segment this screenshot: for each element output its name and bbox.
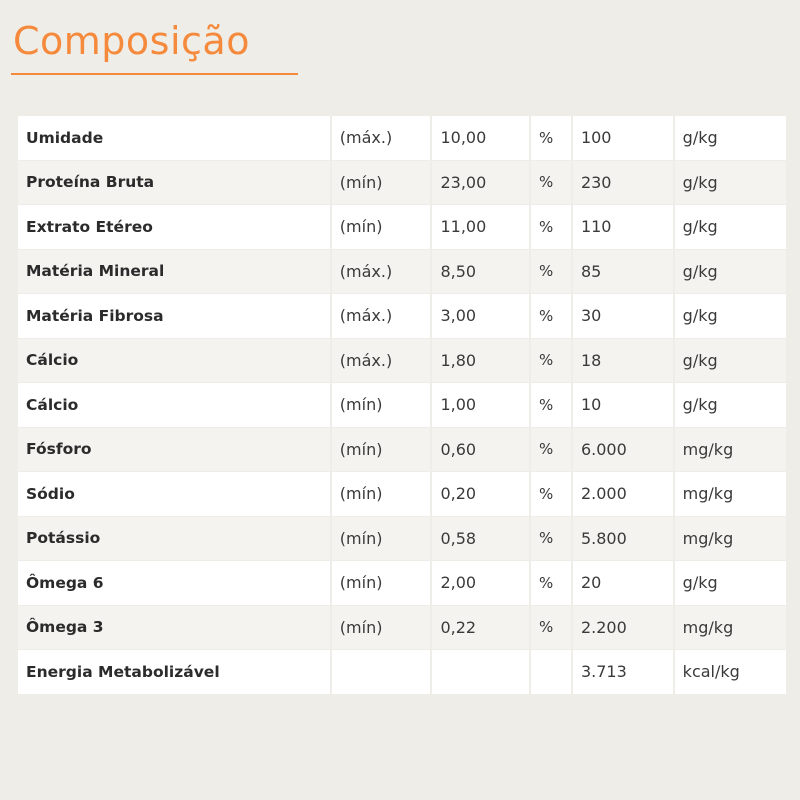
nutrient-percent-unit: %: [531, 205, 571, 249]
title-underline: [11, 73, 298, 75]
nutrient-qualifier: (mín): [332, 606, 431, 650]
nutrient-percent-unit: [531, 650, 571, 694]
nutrient-unit: mg/kg: [675, 428, 786, 472]
nutrient-percent-unit: %: [531, 116, 571, 160]
nutrient-unit: g/kg: [675, 339, 786, 383]
nutrient-name: Proteína Bruta: [18, 161, 330, 205]
nutrient-qualifier: (máx.): [332, 339, 431, 383]
nutrient-qualifier: (máx.): [332, 116, 431, 160]
table-row: [18, 606, 786, 650]
nutrient-amount: 100: [573, 116, 673, 160]
nutrient-qualifier: [332, 650, 431, 694]
page-title: Composição: [13, 19, 250, 63]
nutrient-amount: 2.000: [573, 472, 673, 516]
nutrient-qualifier: (máx.): [332, 294, 431, 338]
nutrient-name: Extrato Etéreo: [18, 205, 330, 249]
nutrient-unit: g/kg: [675, 383, 786, 427]
nutrient-qualifier: (mín): [332, 383, 431, 427]
nutrient-percent-value: 8,50: [432, 250, 529, 294]
nutrient-amount: 85: [573, 250, 673, 294]
table-row: [18, 116, 786, 160]
nutrient-percent-value: 0,60: [432, 428, 529, 472]
nutrient-percent-unit: %: [531, 517, 571, 561]
nutrient-percent-value: 2,00: [432, 561, 529, 605]
nutrient-unit: kcal/kg: [675, 650, 786, 694]
nutrient-name: Matéria Fibrosa: [18, 294, 330, 338]
nutrient-qualifier: (mín): [332, 161, 431, 205]
nutrient-percent-value: 1,80: [432, 339, 529, 383]
table-row: [18, 650, 786, 694]
nutrient-unit: mg/kg: [675, 606, 786, 650]
nutrient-percent-value: 23,00: [432, 161, 529, 205]
nutrient-name: Ômega 6: [18, 561, 330, 605]
nutrient-amount: 3.713: [573, 650, 673, 694]
nutrient-amount: 20: [573, 561, 673, 605]
nutrient-qualifier: (mín): [332, 472, 431, 516]
nutrient-amount: 2.200: [573, 606, 673, 650]
nutrient-name: Potássio: [18, 517, 330, 561]
nutrient-percent-unit: %: [531, 428, 571, 472]
nutrient-amount: 18: [573, 339, 673, 383]
table-row: [18, 161, 786, 205]
nutrient-unit: g/kg: [675, 250, 786, 294]
nutrient-percent-value: 10,00: [432, 116, 529, 160]
nutrient-unit: g/kg: [675, 161, 786, 205]
table-row: [18, 561, 786, 605]
nutrient-percent-unit: %: [531, 472, 571, 516]
nutrient-name: Cálcio: [18, 339, 330, 383]
nutrient-percent-value: 0,22: [432, 606, 529, 650]
nutrient-percent-unit: %: [531, 339, 571, 383]
table-row: [18, 205, 786, 249]
nutrient-percent-unit: %: [531, 294, 571, 338]
nutrient-name: Energia Metabolizável: [18, 650, 330, 694]
nutrient-name: Ômega 3: [18, 606, 330, 650]
table-row: [18, 250, 786, 294]
nutrient-name: Umidade: [18, 116, 330, 160]
nutrient-percent-unit: %: [531, 606, 571, 650]
nutrient-name: Sódio: [18, 472, 330, 516]
nutrient-amount: 30: [573, 294, 673, 338]
table-row: [18, 517, 786, 561]
nutrient-percent-unit: %: [531, 161, 571, 205]
nutrient-amount: 230: [573, 161, 673, 205]
nutrient-amount: 10: [573, 383, 673, 427]
nutrient-unit: g/kg: [675, 561, 786, 605]
nutrient-percent-value: 1,00: [432, 383, 529, 427]
nutrient-percent-unit: %: [531, 561, 571, 605]
table-row: [18, 339, 786, 383]
nutrient-amount: 110: [573, 205, 673, 249]
table-row: [18, 383, 786, 427]
nutrient-percent-value: 3,00: [432, 294, 529, 338]
nutrient-percent-unit: %: [531, 383, 571, 427]
nutrient-percent-value: 0,58: [432, 517, 529, 561]
table-row: [18, 472, 786, 516]
nutrient-qualifier: (mín): [332, 561, 431, 605]
nutrient-name: Cálcio: [18, 383, 330, 427]
nutrient-percent-unit: %: [531, 250, 571, 294]
nutrient-name: Fósforo: [18, 428, 330, 472]
nutrient-qualifier: (mín): [332, 428, 431, 472]
nutrient-unit: g/kg: [675, 205, 786, 249]
nutrient-qualifier: (mín): [332, 517, 431, 561]
table-row: [18, 428, 786, 472]
nutrient-unit: g/kg: [675, 294, 786, 338]
composition-table: [16, 115, 788, 695]
nutrient-unit: mg/kg: [675, 472, 786, 516]
nutrient-name: Matéria Mineral: [18, 250, 330, 294]
nutrient-percent-value: [432, 650, 529, 694]
nutrient-amount: 6.000: [573, 428, 673, 472]
table-row: [18, 294, 786, 338]
nutrient-percent-value: 11,00: [432, 205, 529, 249]
composition-table-body: [18, 116, 786, 694]
nutrient-unit: g/kg: [675, 116, 786, 160]
nutrient-qualifier: (máx.): [332, 250, 431, 294]
nutrient-amount: 5.800: [573, 517, 673, 561]
nutrient-percent-value: 0,20: [432, 472, 529, 516]
nutrient-unit: mg/kg: [675, 517, 786, 561]
nutrient-qualifier: (mín): [332, 205, 431, 249]
